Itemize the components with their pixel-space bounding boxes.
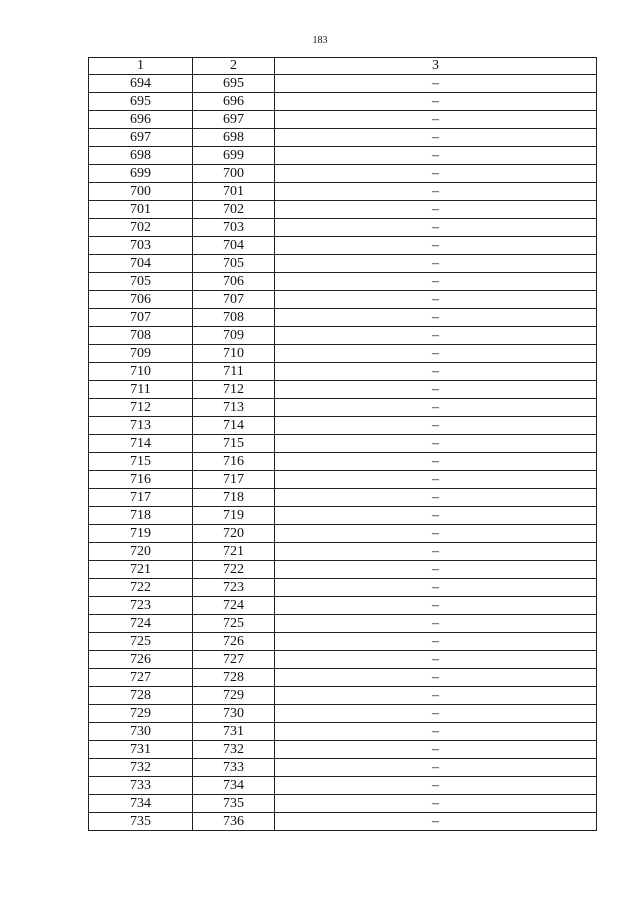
table-cell-col-3: – [275,147,597,165]
table-cell-col-1: 724 [89,615,193,633]
table-cell-col-3: – [275,183,597,201]
table-cell-col-2: 729 [193,687,275,705]
table-cell-col-1: 729 [89,705,193,723]
table-cell-col-2: 697 [193,111,275,129]
table-cell-col-1: 695 [89,93,193,111]
table-cell-col-1: 707 [89,309,193,327]
table-row [89,435,597,453]
table-cell-col-1: 734 [89,795,193,813]
table-cell-col-3: – [275,165,597,183]
table-row [89,345,597,363]
table-cell-col-3: – [275,201,597,219]
table-row [89,201,597,219]
table-cell-col-1: 699 [89,165,193,183]
table-cell-col-2: 706 [193,273,275,291]
table-cell-col-1: 712 [89,399,193,417]
table-cell-col-3: – [275,489,597,507]
table-cell-col-1: 722 [89,579,193,597]
table-cell-col-1: 701 [89,201,193,219]
table-cell-col-2: 698 [193,129,275,147]
table-cell-col-1: 716 [89,471,193,489]
table-cell-col-3: – [275,795,597,813]
table-cell-col-3: – [275,597,597,615]
table-row [89,813,597,831]
table-cell-col-3: – [275,561,597,579]
table-row [89,309,597,327]
table-cell-col-3: – [275,219,597,237]
table-cell-col-1: 715 [89,453,193,471]
table-row [89,615,597,633]
table-cell-col-2: 735 [193,795,275,813]
table-cell-col-1: 730 [89,723,193,741]
table-cell-col-2: 720 [193,525,275,543]
table-cell-col-2: 713 [193,399,275,417]
table-cell-col-2: 719 [193,507,275,525]
table-row [89,633,597,651]
table-row [89,273,597,291]
table-cell-col-1: 718 [89,507,193,525]
data-table [88,57,597,831]
table-row [89,237,597,255]
column-header-2: 2 [193,58,275,75]
table-row [89,471,597,489]
table-cell-col-2: 726 [193,633,275,651]
table-cell-col-1: 705 [89,273,193,291]
table-cell-col-2: 724 [193,597,275,615]
table-cell-col-3: – [275,543,597,561]
table-cell-col-3: – [275,759,597,777]
table-cell-col-3: – [275,741,597,759]
table-cell-col-3: – [275,363,597,381]
table-row [89,363,597,381]
table-row [89,669,597,687]
table-row [89,75,597,93]
table-cell-col-1: 720 [89,543,193,561]
table-cell-col-2: 701 [193,183,275,201]
table-cell-col-1: 706 [89,291,193,309]
table-cell-col-3: – [275,813,597,831]
table-row [89,183,597,201]
table-cell-col-2: 704 [193,237,275,255]
table-cell-col-1: 735 [89,813,193,831]
table-cell-col-2: 711 [193,363,275,381]
table-row [89,651,597,669]
table-cell-col-1: 728 [89,687,193,705]
column-header-1: 1 [89,58,193,75]
table-row [89,327,597,345]
table-cell-col-1: 732 [89,759,193,777]
table-cell-col-1: 733 [89,777,193,795]
table-row [89,381,597,399]
table-cell-col-1: 713 [89,417,193,435]
table-row [89,399,597,417]
table-cell-col-3: – [275,75,597,93]
table-cell-col-2: 714 [193,417,275,435]
table-row [89,111,597,129]
table-cell-col-2: 718 [193,489,275,507]
header-row [89,58,597,75]
table-cell-col-3: – [275,345,597,363]
table-cell-col-2: 705 [193,255,275,273]
table-cell-col-1: 717 [89,489,193,507]
table-cell-col-3: – [275,705,597,723]
table-cell-col-3: – [275,417,597,435]
table-cell-col-3: – [275,237,597,255]
table-cell-col-2: 695 [193,75,275,93]
table-cell-col-3: – [275,111,597,129]
table-cell-col-2: 730 [193,705,275,723]
table-cell-col-3: – [275,525,597,543]
table-cell-col-1: 726 [89,651,193,669]
table-cell-col-3: – [275,255,597,273]
table-cell-col-2: 727 [193,651,275,669]
page-number: 183 [312,35,328,46]
table-body [89,75,597,831]
table-cell-col-2: 721 [193,543,275,561]
table-row [89,543,597,561]
table-row [89,777,597,795]
table-cell-col-1: 694 [89,75,193,93]
table-cell-col-1: 721 [89,561,193,579]
table-row [89,489,597,507]
table-row [89,579,597,597]
table-cell-col-3: – [275,291,597,309]
table-cell-col-1: 709 [89,345,193,363]
table-row [89,291,597,309]
table-row [89,255,597,273]
table-cell-col-3: – [275,435,597,453]
table-row [89,417,597,435]
table-row [89,147,597,165]
table-row [89,165,597,183]
table-cell-col-2: 699 [193,147,275,165]
table-cell-col-1: 700 [89,183,193,201]
table-cell-col-2: 722 [193,561,275,579]
table-cell-col-1: 719 [89,525,193,543]
table-cell-col-1: 725 [89,633,193,651]
table-cell-col-2: 717 [193,471,275,489]
table-cell-col-3: – [275,687,597,705]
table-cell-col-3: – [275,381,597,399]
table-row [89,561,597,579]
table-cell-col-1: 704 [89,255,193,273]
table-cell-col-3: – [275,453,597,471]
table-cell-col-1: 708 [89,327,193,345]
table-cell-col-3: – [275,723,597,741]
table-cell-col-2: 723 [193,579,275,597]
table-cell-col-2: 732 [193,741,275,759]
table-cell-col-2: 703 [193,219,275,237]
table-row [89,525,597,543]
table-cell-col-2: 702 [193,201,275,219]
table-cell-col-3: – [275,93,597,111]
table-cell-col-3: – [275,471,597,489]
table-cell-col-1: 698 [89,147,193,165]
table-cell-col-2: 700 [193,165,275,183]
table-cell-col-2: 733 [193,759,275,777]
table-cell-col-3: – [275,651,597,669]
table-cell-col-2: 696 [193,93,275,111]
table-row [89,93,597,111]
table-cell-col-3: – [275,633,597,651]
table-cell-col-2: 715 [193,435,275,453]
table-row [89,453,597,471]
table-cell-col-2: 736 [193,813,275,831]
table-cell-col-3: – [275,777,597,795]
table-cell-col-2: 707 [193,291,275,309]
table-cell-col-1: 710 [89,363,193,381]
table-header [89,58,597,75]
table-cell-col-2: 725 [193,615,275,633]
table-cell-col-1: 703 [89,237,193,255]
table-cell-col-3: – [275,579,597,597]
table-cell-col-2: 731 [193,723,275,741]
table-cell-col-1: 714 [89,435,193,453]
table-cell-col-1: 696 [89,111,193,129]
table-cell-col-1: 697 [89,129,193,147]
table-cell-col-1: 711 [89,381,193,399]
table-cell-col-3: – [275,273,597,291]
table-cell-col-2: 734 [193,777,275,795]
table-row [89,597,597,615]
table-cell-col-1: 702 [89,219,193,237]
table-cell-col-2: 712 [193,381,275,399]
table-cell-col-3: – [275,309,597,327]
table-row [89,705,597,723]
table-cell-col-1: 723 [89,597,193,615]
table-cell-col-2: 710 [193,345,275,363]
table-cell-col-3: – [275,615,597,633]
table-row [89,795,597,813]
table-row [89,507,597,525]
table-cell-col-3: – [275,129,597,147]
table-row [89,759,597,777]
table-cell-col-1: 731 [89,741,193,759]
table-row [89,687,597,705]
table-cell-col-2: 708 [193,309,275,327]
table-row [89,741,597,759]
table-cell-col-2: 728 [193,669,275,687]
column-header-3: 3 [275,58,597,75]
table-row [89,723,597,741]
table-row [89,219,597,237]
table-row [89,129,597,147]
table-cell-col-2: 709 [193,327,275,345]
table-cell-col-3: – [275,327,597,345]
table-cell-col-2: 716 [193,453,275,471]
table-cell-col-3: – [275,669,597,687]
table-cell-col-3: – [275,507,597,525]
table-cell-col-3: – [275,399,597,417]
table-cell-col-1: 727 [89,669,193,687]
